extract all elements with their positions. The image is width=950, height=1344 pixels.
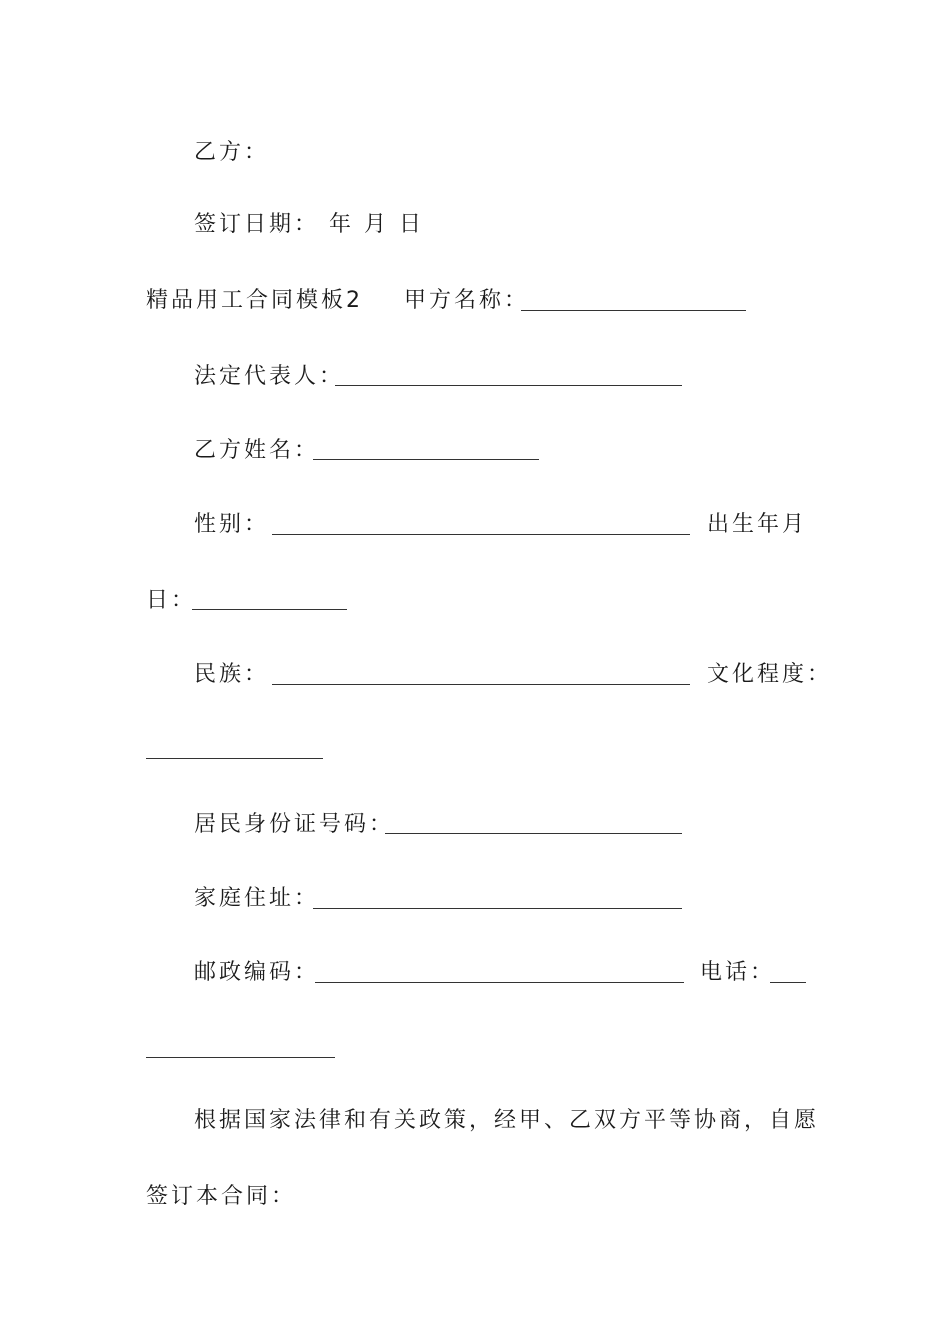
contract-title: 精品用工合同模板2 <box>146 288 363 313</box>
party-a-name-blank[interactable] <box>521 310 746 311</box>
ethnicity-blank[interactable] <box>272 684 690 685</box>
home-address-blank[interactable] <box>313 908 682 909</box>
legal-rep-label: 法定代表人： <box>194 364 345 389</box>
education-blank[interactable] <box>146 758 323 759</box>
party-b-name-label: 乙方姓名： <box>194 438 320 463</box>
postal-code-label: 邮政编码： <box>194 960 320 985</box>
id-number-label: 居民身份证号码： <box>194 812 395 837</box>
party-a-name-label: 甲方名称： <box>404 288 530 313</box>
education-label: 文化程度： <box>707 662 833 687</box>
phone-label: 电话： <box>700 960 776 985</box>
agreement-paragraph-line1: 根据国家法律和有关政策，经甲、乙双方平等协商，自愿 <box>194 1108 820 1133</box>
gender-label: 性别： <box>194 512 270 537</box>
phone-blank-part1[interactable] <box>770 982 806 983</box>
ethnicity-label: 民族： <box>194 662 270 687</box>
birth-date-label-part2: 日： <box>146 588 197 613</box>
birth-date-blank[interactable] <box>192 609 347 610</box>
birth-date-label-part1: 出生年月 <box>707 512 808 537</box>
postal-code-blank[interactable] <box>315 982 684 983</box>
party-b-label: 乙方： <box>194 140 270 165</box>
id-number-blank[interactable] <box>385 833 682 834</box>
sign-date-label: 签订日期： 年 月 日 <box>194 212 424 237</box>
agreement-paragraph-line2: 签订本合同： <box>146 1184 297 1209</box>
legal-rep-blank[interactable] <box>335 385 682 386</box>
gender-blank[interactable] <box>272 534 690 535</box>
home-address-label: 家庭住址： <box>194 886 320 911</box>
phone-blank-part2[interactable] <box>146 1057 335 1058</box>
party-b-name-blank[interactable] <box>313 459 539 460</box>
